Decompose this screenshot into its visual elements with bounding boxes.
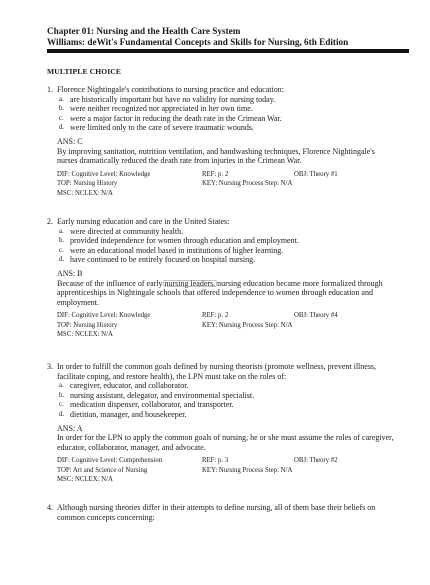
question-4 [47, 503, 397, 522]
answer: ANS: B [57, 268, 83, 278]
option-b [57, 236, 397, 246]
option-b [57, 104, 397, 114]
key: KEY: Nursing Process Step: N/A [202, 180, 293, 188]
difficulty: DIF: Cognitive Level: Comprehension [57, 457, 163, 465]
option-c [57, 400, 397, 410]
option-letter: a. [59, 227, 64, 235]
topic: TOP: Nursing History [57, 180, 118, 188]
option-letter: b. [59, 237, 65, 245]
difficulty: DIF: Cognitive Level: Knowledge [57, 170, 151, 178]
option-letter: b. [59, 105, 65, 113]
rationale-text-cont: nursing education became more formalized through apprenticeships in Nightingale schools that offered independence to women through education and employment. [57, 278, 383, 307]
option-text: were directed at community health. [70, 226, 184, 236]
book-title: Williams: deWit's Fundamental Concepts and Skills for Nursing, 6th Edition [47, 37, 349, 47]
option-text: medication dispenser, collaborator, and transporter. [70, 400, 234, 410]
question-1 [47, 85, 397, 200]
watermark-overlay: nursing leaders, [164, 278, 216, 288]
question-number: 1. [47, 85, 53, 94]
option-letter: c. [59, 246, 64, 254]
difficulty: DIF: Cognitive Level: Knowledge [57, 312, 151, 320]
rationale [57, 433, 397, 452]
rationale-text: By improving sanitation, nutrition ventilation, and handwashing techniques, Florence Nightingale's nurses dramatically reduced the death rate from injuries in the Crimean War. [57, 146, 375, 166]
question-stem: In order to fulfill the common goals defined by nursing theorists (promote wellness, prevent illness, facilitate coping, and restore health), the LPN must take on the roles of: [57, 362, 377, 381]
key: KEY: Nursing Process Step: N/A [202, 321, 293, 329]
rationale-text: Because of the influence of early [57, 278, 165, 288]
reference: REF: p. 3 [202, 457, 229, 465]
option-text: were neither recognized nor appreciated in her own time. [70, 104, 253, 114]
key: KEY: Nursing Process Step: N/A [202, 466, 293, 474]
option-text: have continued to be entirely focused on hospital nursing. [70, 255, 256, 265]
question-stem: Although nursing theories differ in their attempts to define nursing, all of them base their beliefs on common concepts concerning: [57, 503, 376, 522]
option-b [57, 391, 397, 401]
rationale [57, 279, 397, 308]
option-d [57, 410, 397, 420]
question-metadata [57, 170, 397, 200]
question-3 [47, 362, 397, 486]
answer: ANS: A [57, 423, 83, 433]
question-number: 4. [47, 503, 53, 512]
option-text: were a major factor in reducing the death rate in the Crimean War. [70, 113, 282, 123]
question-stem: Florence Nightingale's contributions to nursing practice and education: [57, 85, 284, 94]
answer: ANS: C [57, 136, 83, 146]
reference: REF: p. 2 [202, 312, 229, 320]
section-heading: MULTIPLE CHOICE [47, 67, 122, 76]
objective: OBJ: Theory #4 [294, 312, 338, 320]
option-letter: a. [59, 95, 64, 103]
question-metadata [57, 456, 397, 486]
option-a [57, 95, 397, 105]
misc: MSC: NCLEX: N/A [57, 476, 113, 484]
misc: MSC: NCLEX: N/A [57, 189, 113, 197]
rationale-text: In order for the LPN to apply the common goals of nursing, he or she must assume the roles of caregiver, educator, collaborator, manager, and advocate. [57, 433, 394, 452]
option-text: dietitian, manager, and housekeeper. [70, 409, 187, 419]
question-number: 3. [47, 362, 53, 371]
option-a [57, 227, 397, 237]
question-metadata [57, 311, 397, 341]
option-text: were an educational model based in institutions of higher learning. [70, 245, 284, 255]
document-header [47, 26, 409, 48]
option-letter: d. [59, 124, 65, 132]
option-text: are historically important but have no validity for nursing today. [70, 94, 276, 104]
option-c [57, 114, 397, 124]
objective: OBJ: Theory #2 [294, 457, 338, 465]
option-a [57, 381, 397, 391]
option-text: nursing assistant, delegator, and environmental specialist. [70, 390, 255, 400]
option-text: were limited only to the care of severe traumatic wounds. [70, 123, 254, 133]
option-letter: b. [59, 391, 65, 399]
topic: TOP: Nursing History [57, 321, 118, 329]
option-d [57, 123, 397, 133]
option-d [57, 255, 397, 265]
option-letter: c. [59, 114, 64, 122]
option-letter: a. [59, 382, 64, 390]
option-letter: d. [59, 410, 65, 418]
topic: TOP: Art and Science of Nursing [57, 466, 148, 474]
header-rule [47, 49, 409, 53]
question-stem: Early nursing education and care in the United States: [57, 217, 230, 226]
question-number: 2. [47, 217, 53, 226]
option-c [57, 246, 397, 256]
option-text: provided independence for women through education and employment. [70, 236, 299, 246]
option-text: caregiver, educator, and collaborator. [70, 381, 189, 391]
question-2 [47, 217, 397, 341]
option-letter: c. [59, 401, 64, 409]
option-letter: d. [59, 256, 65, 264]
reference: REF: p. 2 [202, 170, 229, 178]
misc: MSC: NCLEX: N/A [57, 331, 113, 339]
rationale [57, 147, 397, 166]
chapter-title: Chapter 01: Nursing and the Health Care System [47, 26, 241, 36]
objective: OBJ: Theory #1 [294, 170, 338, 178]
